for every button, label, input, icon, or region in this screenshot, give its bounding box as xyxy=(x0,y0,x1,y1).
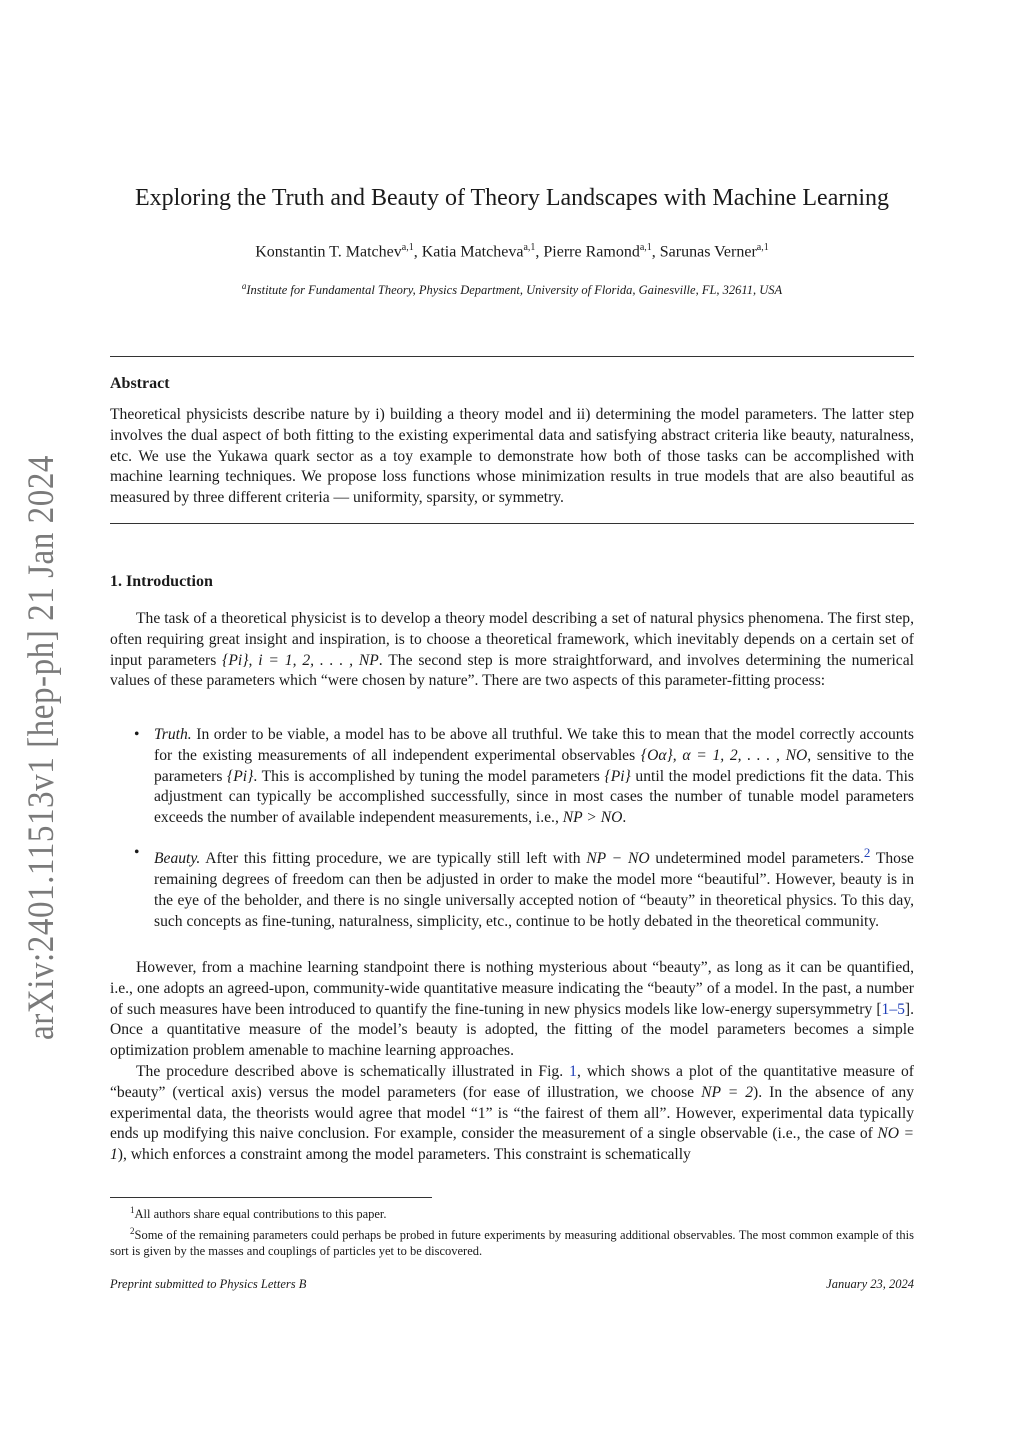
math-inline: {Oα}, α = 1, 2, . . . , NO xyxy=(640,746,808,764)
abstract-text: Theoretical physicists describe nature by i) building a theory model and ii) determining the model parameters. The latter step involves the dual aspect of both fitting to the existing experimental data and satisfying abstract criteria like beauty, naturalness, etc. We use the Yukawa quark sector as a toy example to demonstrate how both of those tasks can be accomplished with machine learning techniques. We propose loss functions whose minimization results in true models that are also beautiful as measured by three different criteria — uniformity, sparsity, or symmetry. xyxy=(110,406,914,507)
arxiv-identifier-svg xyxy=(8,450,68,1050)
author-list: Konstantin T. Matchev$^{a,1}$, Katia Matcheva$^{a,1}$, Pierre Ramond$^{a,1}$, Sarunas Verner$^{a,1}$ xyxy=(255,242,769,261)
math-inline: NP = 2 xyxy=(701,1083,754,1101)
intro-paragraph-1 xyxy=(110,609,914,692)
affiliation xyxy=(110,281,914,298)
citation-link[interactable]: 1–5 xyxy=(881,1000,905,1018)
text-run: However, from a machine learning standpoint there is nothing mysterious about “beauty”, as long as it can be quantified, i.e., one adopts an agreed-upon, community-wide quantitative measure indicating the “beauty” of a model. In the past, a number of such measures have been introduced to quantify the fine-tuning in new physics models like low-energy supersymmetry [ xyxy=(110,959,914,1018)
math-inline: {Pi}, i = 1, 2, . . . , NP xyxy=(222,651,379,669)
math-inline: NP − NO xyxy=(586,850,650,868)
intro-paragraph-2 xyxy=(110,958,914,1166)
abstract-heading: Abstract xyxy=(110,375,170,392)
text-run: The procedure described above is schematically illustrated in Fig. xyxy=(136,1062,570,1080)
text-run: After this fitting procedure, we are typically still left with xyxy=(200,850,587,868)
math-inline: {Pi} xyxy=(227,767,254,785)
intro-paragraph-3 xyxy=(110,1062,914,1166)
arxiv-identifier-text: arXiv:2401.11513v1 [hep-ph] 21 Jan 2024 xyxy=(21,450,62,1040)
footnote-1 xyxy=(110,1202,914,1223)
abstract-body xyxy=(110,405,914,509)
text-run: , sensitive to the parameters xyxy=(154,746,914,785)
footnote-text: Some of the remaining parameters could perhaps be probed in future experiments by measuring additional observables. The most common example of this sort is given by the masses and couplings of particles yet to be discovered. xyxy=(110,1227,914,1259)
text-run: The task of a theoretical physicist is to develop a theory model describing a set of natural physics phenomena. The first step, often requiring great insight and inspiration, is to choose a theoretical framework, which inevitably depends on a certain set of input parameters xyxy=(110,610,914,669)
footer-journal: Preprint submitted to Physics Letters B xyxy=(110,1277,307,1291)
text-run: . This is accomplished by tuning the model parameters xyxy=(253,767,605,785)
list-item-beauty xyxy=(110,843,914,932)
text-run: Those remaining degrees of freedom can then be adjusted in order to make the model more “beautiful”. However, beauty is in the eye of the beholder, and there is no single universally accepted notion of “beauty” in theoretical physics. To this day, such concepts as fine-tuning, naturalness, simplicity, etc., continue to be hotly debated in the theoretical community. xyxy=(154,850,914,930)
math-inline: NO = 1 xyxy=(110,1125,914,1164)
bullet-list xyxy=(110,725,914,946)
arxiv-identifier xyxy=(8,450,68,1050)
footnote-text: All authors share equal contributions to this paper. xyxy=(134,1207,387,1222)
abstract-top-rule xyxy=(110,356,914,357)
text-run: ]. Once a quantitative measure of the model’s beauty is adopted, the fitting of the model parameters becomes a simple optimization problem amenable to machine learning approaches. xyxy=(110,1000,914,1060)
abstract-bottom-rule xyxy=(110,523,914,524)
footnote-link[interactable]: 2 xyxy=(863,844,871,860)
footnote-mark: 2 xyxy=(130,1225,135,1236)
bullet-label: Beauty. xyxy=(154,850,201,868)
bullet-label: Truth. xyxy=(154,726,192,743)
footnotes xyxy=(110,1202,914,1260)
author-name: Sarunas Verner xyxy=(659,243,757,261)
text-run: ). In the absence of any experimental data, the theorists would agree that model “1” is “the fairest of them all”. However, experimental data typically ends up modifying this naive conclusion. For example, consider the measurement of a single observable (i.e., the case of xyxy=(110,1083,915,1143)
text-run: until the model predictions fit the data. This adjustment can typically be accomplished successfully, since in most cases the number of tunable model parameters exceeds the number of available independent measurements, i.e., xyxy=(154,767,915,827)
author-name: Konstantin T. Matchev xyxy=(255,243,402,261)
math-inline: {Pi} xyxy=(604,767,631,785)
author-mark: a,1 xyxy=(639,242,652,253)
author-name: Katia Matcheva xyxy=(421,243,524,261)
text-run: . The second step is more straightforward, and involves determining the numerical values of these parameters which “were chosen by nature”. There are two aspects of this parameter-fitting process: xyxy=(110,651,914,690)
footnote-2 xyxy=(110,1223,914,1260)
list-item-truth xyxy=(110,725,914,829)
text-run: ), which enforces a constraint among the model parameters. This constraint is schematically xyxy=(117,1146,691,1164)
bullet-icon: • xyxy=(134,726,140,743)
text-run: . xyxy=(622,809,627,827)
bullet-icon: • xyxy=(134,843,140,861)
text-run: undetermined model parameters. xyxy=(649,850,864,868)
author-mark: a,1 xyxy=(401,242,414,253)
author-name: Pierre Ramond xyxy=(543,243,640,261)
author-mark: a,1 xyxy=(756,242,769,253)
footnote-rule xyxy=(110,1197,432,1198)
math-inline: NP > NO xyxy=(562,809,623,827)
text-run: In order to be viable, a model has to be above all truthful. We take this to mean that the model correctly accounts for the existing measurements of all independent experimental observables xyxy=(154,726,914,764)
affiliation-mark: a xyxy=(241,281,247,291)
paper-title: Exploring the Truth and Beauty of Theory Landscapes with Machine Learning xyxy=(134,185,890,211)
figure-link[interactable]: 1 xyxy=(569,1062,577,1080)
text-run: , which shows a plot of the quantitative measure of “beauty” (vertical axis) versus the model parameters (for ease of illustration, we choose xyxy=(110,1062,914,1101)
section-heading-introduction: 1. Introduction xyxy=(110,573,213,590)
footer-date: January 23, 2024 xyxy=(826,1277,914,1291)
affiliation-text: Institute for Fundamental Theory, Physics Department, University of Florida, Gainesville, FL, 32611, USA xyxy=(246,283,783,298)
footnote-mark: 1 xyxy=(130,1205,135,1215)
author-mark: a,1 xyxy=(523,242,536,253)
